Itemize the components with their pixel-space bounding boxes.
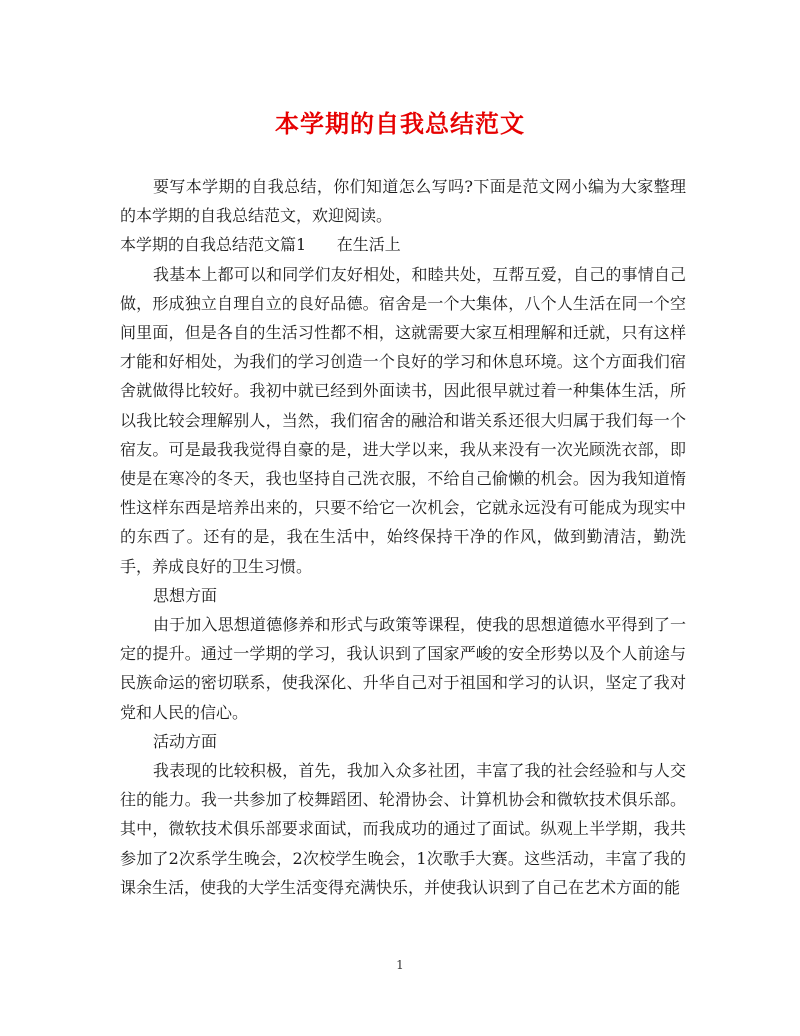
page-number: 1 xyxy=(396,958,404,972)
activity-heading: 活动方面 xyxy=(153,731,218,751)
thought-heading: 思想方面 xyxy=(153,585,218,605)
thought-paragraph: 由于加入思想道德修养和形式与政策等课程，使我的思想道德水平得到了一定的提升。通过一学期的学习，我认识到了国家严峻的安全形势以及个人前途与民族命运的密切联系，使我深化、升华自己对于祖国和学习的认识，坚定了我对党和人民的信心。 xyxy=(120,615,686,722)
intro-paragraph: 要写本学期的自我总结，你们知道怎么写吗?下面是范文网小编为大家整理的本学期的自我总结范文，欢迎阅读。 xyxy=(120,177,686,226)
section-subheading: 在生活上 xyxy=(336,235,401,255)
section-label: 本学期的自我总结范文篇1 xyxy=(120,235,307,255)
section-heading xyxy=(120,230,686,259)
activity-paragraph: 我表现的比较积极，首先，我加入众多社团，丰富了我的社会经验和与人交往的能力。我一共参加了校舞蹈团、轮滑协会、计算机协会和微软技术俱乐部。其中，微软技术俱乐部要求面试，而我成功的通过了面试。纵观上半学期，我共参加了2次系学生晚会，2次校学生晚会，1次歌手大赛。这些活动，丰富了我的课余生活，使我的大学生活变得充满快乐，并使我认识到了自己在艺术方面的能 xyxy=(120,761,686,897)
document-title: 本学期的自我总结范文 xyxy=(275,109,525,138)
document-body xyxy=(120,172,686,902)
life-paragraph: 我基本上都可以和同学们友好相处，和睦共处，互帮互爱，自己的事情自己做，形成独立自理自立的良好品德。宿舍是一个大集体，八个人生活在同一个空间里面，但是各自的生活习性都不相，这就需要大家互相理解和迁就，只有这样才能和好相处，为我们的学习创造一个良好的学习和休息环境。这个方面我们宿舍就做得比较好。我初中就已经到外面读书，因此很早就过着一种集体生活，所以我比较会理解别人，当然，我们宿舍的融洽和谐关系还很大归属于我们每一个宿友。可是最我我觉得自豪的是，进大学以来，我从来没有一次光顾洗衣部，即使是在寒冷的冬天，我也坚持自己洗衣服，不给自己偷懒的机会。因为我知道惰性这样东西是培养出来的，只要不给它一次机会，它就永远没有可能成为现实中的东西了。还有的是，我在生活中，始终保持干净的作风，做到勤清洁，勤洗手，养成良好的卫生习惯。 xyxy=(120,264,686,576)
